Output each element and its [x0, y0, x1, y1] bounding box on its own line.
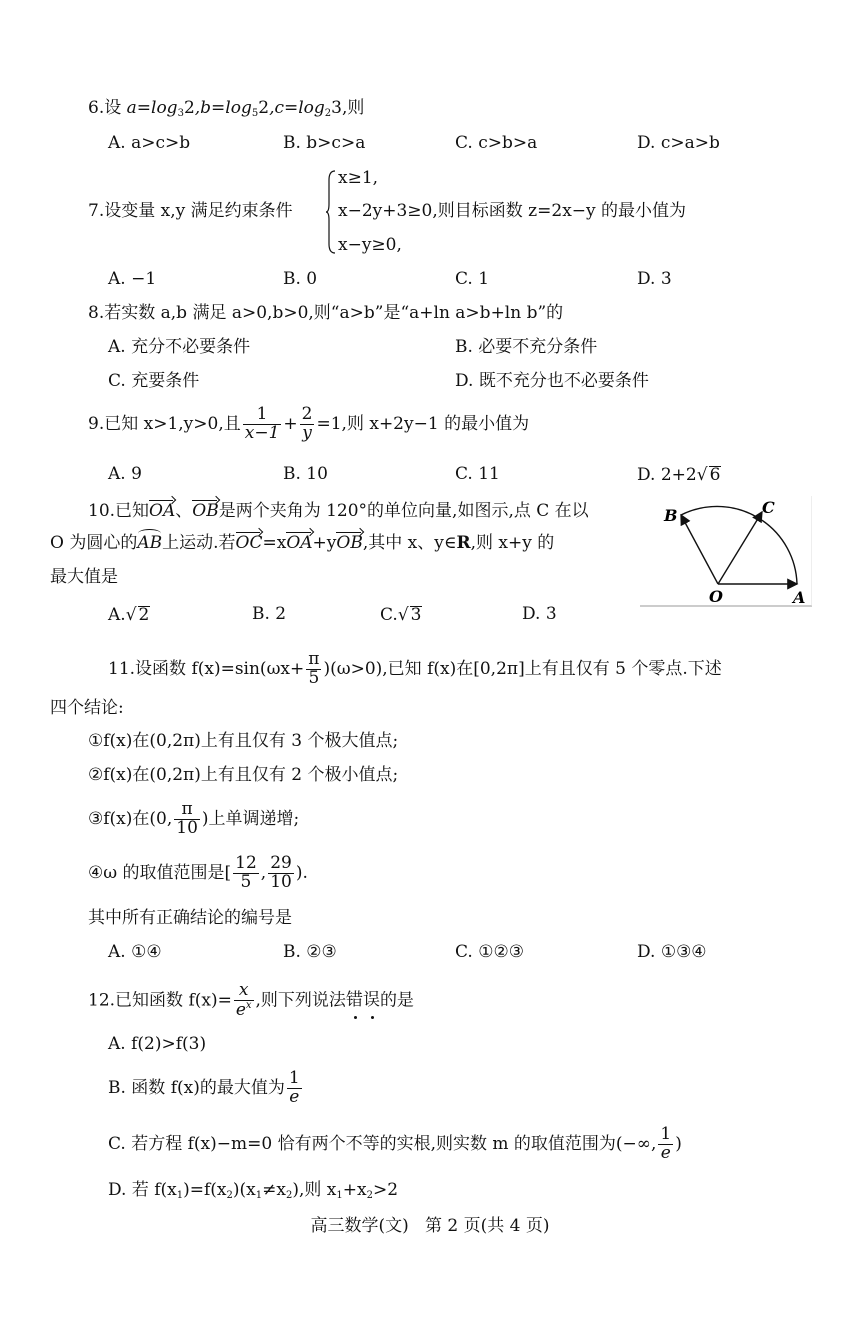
q6-option-b: B. b>c>a	[283, 133, 366, 153]
fraction: $\frac{1}{e}$	[288, 1068, 300, 1107]
q7-option-d: D. 3	[637, 269, 672, 289]
q12-option-d: D. 若 $f(x_1)=f(x_2)(x_1\ne x_2)$,则 $x_1+x_2>2$	[108, 1180, 399, 1201]
q10-option-b: B. 2	[252, 604, 287, 624]
q12-stem: 12.已知函数 f(x)= $\frac{x}{e^x}$ ,则下列说法错误的是	[88, 980, 414, 1020]
fraction: $\frac{1}{e}$	[660, 1124, 672, 1163]
q12-option-c: C. 若方程 f(x)−m=0 恰有两个不等的实根,则实数 m 的取值范围为(−∞, $\frac{1}{e}$ )	[108, 1124, 682, 1163]
q11-option-d: D. ①③④	[637, 942, 707, 962]
label-B: B	[664, 506, 678, 525]
q6-option-c: C. c>b>a	[455, 133, 538, 153]
q10-line-1: 10.已知OA、OB是两个夹角为 120°的单位向量,如图示,点 C 在以	[88, 501, 589, 521]
q8-stem: 8.若实数 a,b 满足 a>0,b>0,则“a>b”是“a+ln a>b+ln b”的	[88, 303, 564, 323]
q10-line-2: O 为圆心的AB上运动.若OC=xOA+yOB,其中 x、y∈R,则 x+y 的	[50, 533, 555, 553]
fraction: $\frac{1}{x-1}$	[244, 404, 280, 443]
q11-question: 其中所有正确结论的编号是	[88, 908, 292, 928]
q7-constraint-3: x−y≥0,	[338, 235, 402, 255]
fraction: $\frac{12}{5}$	[235, 853, 257, 892]
q9-stem: 9.已知 x>1,y>0,且 $\frac{1}{x-1}$ + $\frac{2}{y}$ =1,则 x+2y−1 的最小值为	[88, 404, 530, 443]
fraction: $\frac{x}{e^x}$	[235, 980, 252, 1020]
q12-option-b: B. 函数 f(x)的最大值为 $\frac{1}{e}$	[108, 1068, 300, 1107]
q6-stem: 6.设 $a=\log_32,b=\log_52,c=\log_23$,则	[88, 98, 365, 119]
q11-statement-2: ②f(x)在(0,2π)上有且仅有 2 个极小值点;	[88, 765, 399, 785]
q8-option-c: C. 充要条件	[108, 371, 200, 391]
q12-option-a: A. f(2)>f(3)	[108, 1034, 207, 1054]
q11-line-2: 四个结论:	[50, 698, 124, 718]
q9-option-c: C. 11	[455, 464, 500, 484]
q7-stem: 7.设变量 x,y 满足约束条件	[88, 201, 293, 221]
fraction: $\frac{\pi}{5}$	[308, 649, 320, 688]
q9-option-a: A. 9	[108, 464, 142, 484]
q11-statement-1: ①f(x)在(0,2π)上有且仅有 3 个极大值点;	[88, 731, 399, 751]
vector-arc-figure	[640, 496, 812, 608]
q8-option-d: D. 既不充分也不必要条件	[455, 371, 649, 391]
q11-line-1: 11.设函数 f(x)=sin(ωx+ $\frac{\pi}{5}$ )(ω>0),已知 f(x)在[0,2π]上有且仅有 5 个零点.下述	[108, 649, 722, 688]
q11-option-b: B. ②③	[283, 942, 337, 962]
fraction: $\frac{2}{y}$	[301, 404, 313, 443]
q9-option-d: D. 2+2√ 6	[637, 465, 721, 485]
q6-option-d: D. c>a>b	[637, 133, 720, 153]
q7-constraint-2: x−2y+3≥0,则目标函数 z=2x−y 的最小值为	[338, 201, 687, 221]
q7-constraint-1: x≥1,	[338, 168, 379, 188]
fraction: $\frac{29}{10}$	[270, 853, 292, 892]
q7-option-c: C. 1	[455, 269, 490, 289]
q8-option-b: B. 必要不充分条件	[455, 337, 598, 357]
q11-statement-3: ③f(x)在(0, $\frac{\pi}{10}$ )上单调递增;	[88, 799, 300, 838]
q7-option-a: A. −1	[108, 269, 157, 289]
constraint-brace	[326, 170, 336, 254]
q8-option-a: A. 充分不必要条件	[108, 337, 251, 357]
label-O: O	[709, 587, 723, 606]
q9-option-b: B. 10	[283, 464, 328, 484]
q11-option-c: C. ①②③	[455, 942, 524, 962]
fraction: $\frac{\pi}{10}$	[176, 799, 198, 838]
q7-option-b: B. 0	[283, 269, 318, 289]
q10-option-a: A.√ 2	[108, 605, 150, 625]
q6-option-a: A. a>c>b	[108, 133, 191, 153]
page-footer: 高三数学(文) 第 2 页(共 4 页)	[310, 1216, 550, 1236]
label-A: A	[793, 588, 806, 607]
label-C: C	[762, 498, 775, 517]
q10-option-d: D. 3	[522, 604, 557, 624]
q11-statement-4: ④ω 的取值范围是[ $\frac{12}{5}$ , $\frac{29}{10}$ ).	[88, 853, 308, 892]
q11-option-a: A. ①④	[108, 942, 162, 962]
q10-option-c: C.√ 3	[380, 605, 422, 625]
q10-line-3: 最大值是	[50, 567, 118, 587]
